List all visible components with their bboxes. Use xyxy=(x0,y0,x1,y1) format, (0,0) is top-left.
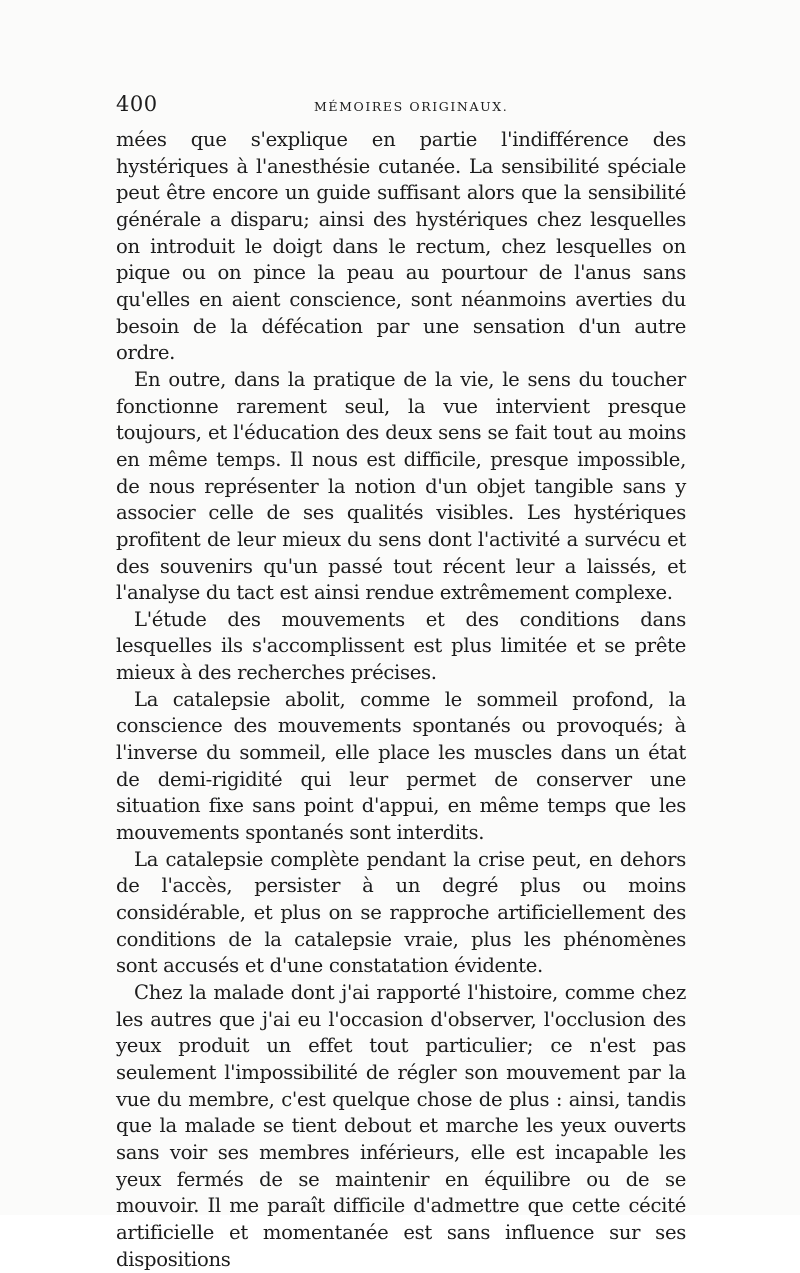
paragraph-5: La catalepsie complète pendant la crise peut, en dehors de l'accès, persister à un degré plus ou moins considérable, et plus on se rapproche artificiellement des conditions de la catalepsie vraie, plus les phénomènes sont accusés et d'une constatation évidente. xyxy=(116,847,686,978)
page-header xyxy=(116,92,686,122)
paragraph-4: La catalepsie abolit, comme le sommeil profond, la conscience des mouvements spontanés ou provoqués; à l'inverse du sommeil, elle place les muscles dans un état de demi-rigidité qui leur permet de conserver une situation fixe sans point d'appui, en même temps que les mouvements spontanés sont interdits. xyxy=(116,687,686,845)
paragraph-3: L'étude des mouvements et des conditions dans lesquelles ils s'accomplissent est plus limitée et se prête mieux à des recherches précises. xyxy=(116,607,686,685)
running-title: MÉMOIRES ORIGINAUX. xyxy=(314,99,509,114)
paragraph-6: Chez la malade dont j'ai rapporté l'histoire, comme chez les autres que j'ai eu l'occasion d'observer, l'occlusion des yeux produit un effet tout particulier; ce n'est pas seulement l'impossibilité de régler son mouvement par la vue du membre, c'est quelque chose de plus : ainsi, tandis que la malade se tient debout et marche les yeux ouverts sans voir ses membres inférieurs, elle est incapable les yeux fermés de se maintenir en équilibre ou de se mouvoir. Il me paraît difficile d'admettre que cette cécité artificielle et momentanée est sans influence sur ses dispositions xyxy=(116,981,686,1271)
page-number: 400 xyxy=(116,92,158,116)
paragraph-2: En outre, dans la pratique de la vie, le sens du toucher fonctionne rarement seul, la vue intervient presque toujours, et l'éducation des deux sens se fait tout au moins en même temps. Il nous est difficile, presque impossible, de nous représenter la notion d'un objet tangible sans y associer celle de ses qualités visibles. Les hystériques profitent de leur mieux du sens dont l'activité a survécu et des souvenirs qu'un passé tout récent leur a laissés, et l'analyse du tact est ainsi rendue extrêmement complexe. xyxy=(116,367,686,605)
body-text xyxy=(116,127,686,1273)
paragraph-1: mées que s'explique en partie l'indifférence des hystériques à l'anesthésie cutanée. La sensibilité spéciale peut être encore un guide suffisant alors que la sensibilité générale a disparu; ainsi des hystériques chez lesquelles on introduit le doigt dans le rectum, chez lesquelles on pique ou on pince la peau au pourtour de l'anus sans qu'elles en aient conscience, sont néanmoins averties du besoin de la défécation par une sensation d'un autre ordre. xyxy=(116,128,686,365)
